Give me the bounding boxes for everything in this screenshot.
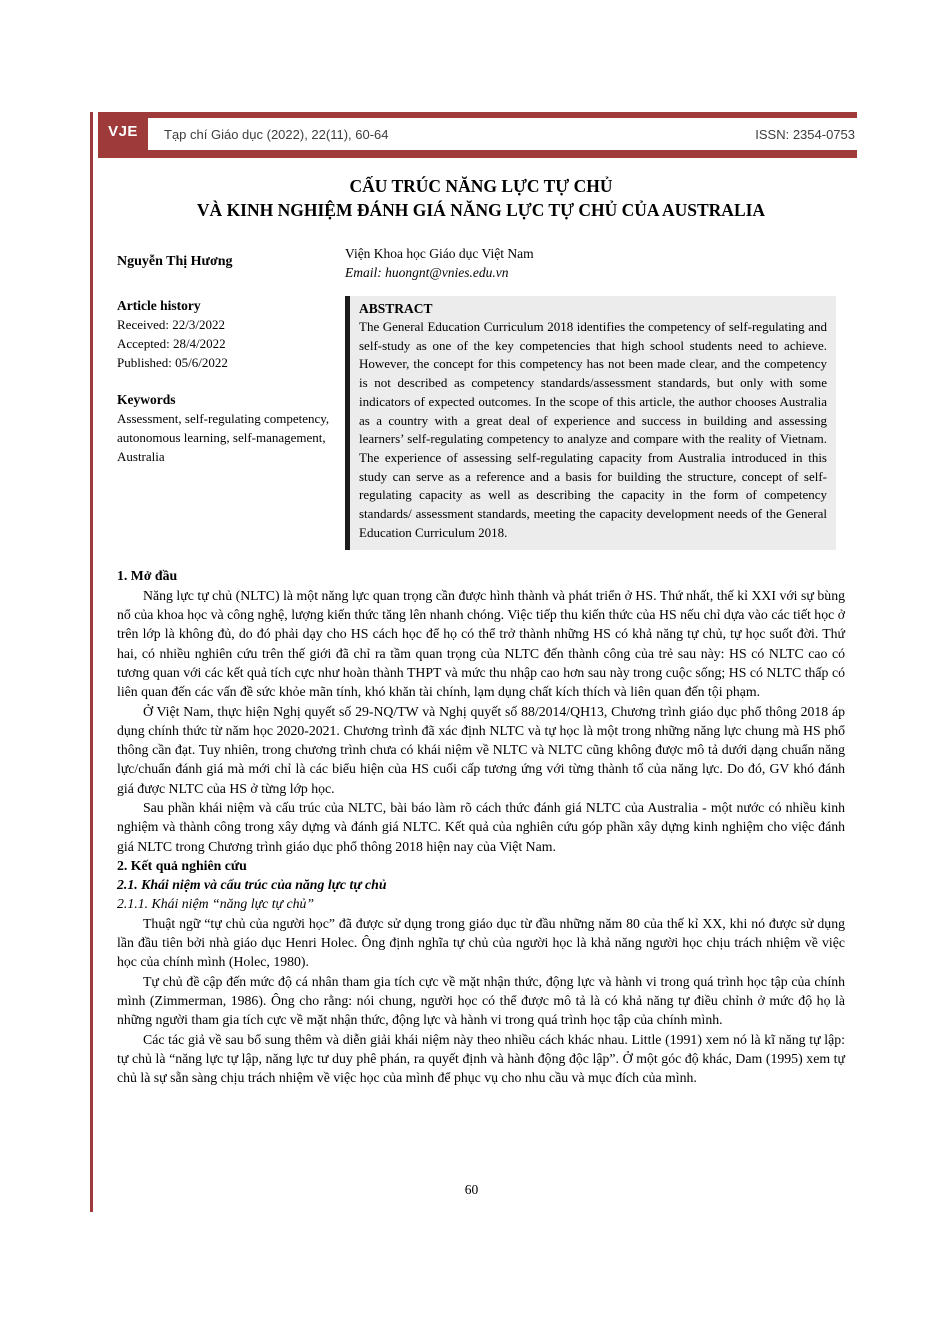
keywords-text: Assessment, self-regulating competency, autonomous learning, self-management, Australia [117,411,330,464]
info-abstract-row [117,296,845,550]
section-2-1-1-heading: 2.1.1. Khái niệm “năng lực tự chủ” [117,896,315,912]
article-title [117,174,845,222]
section-1-heading: 1. Mở đầu [117,568,178,584]
section-1-paragraph-2: Ở Việt Nam, thực hiện Nghị quyết số 29-NQ/TW và Nghị quyết số 88/2014/QH13, Chương trình giáo dục phổ thông 2018 áp dụng chính thức từ năm học 2020-2021. Chương trình đã xác định NLTC và tự học là một trong những năng lực chung mà HS phổ thông cần đạt. Tuy nhiên, trong chương trình chưa có khái niệm về NLTC và NLTC cũng không được mô tả dưới dạng chuẩn năng lực/chuẩn đánh giá mà mới chỉ là các biểu hiện của HS cuối cấp tương ứng với từng thành tố của năng lực. Do đó, GV khó đánh giá được NLTC của HS ở từng lớp học. [117,703,845,796]
issn-label: ISSN: 2354-0753 [755,126,855,142]
section-2-heading: 2. Kết quả nghiên cứu [117,857,247,873]
page-content [117,158,845,1087]
article-title-line2: VÀ KINH NGHIỆM ĐÁNH GIÁ NĂNG LỰC TỰ CHỦ CỦA AUSTRALIA [196,200,766,220]
received-date: Received: 22/3/2022 [117,317,225,332]
article-info-column [117,296,345,466]
keywords-heading: Keywords [117,392,176,407]
section-2-1-1-paragraph-3: Các tác giả về sau bổ sung thêm và diễn giải khái niệm này theo nhiều cách khác nhau. Little (1991) xem nó là kĩ năng tự lập: tự chủ là “năng lực tự lập, năng lực tư duy phê phán, ra quyết định và hành động độc lập”. Ở một góc độ khác, Dam (1995) xem tự chủ là sự sẵn sàng chịu trách nhiệm về việc học của mình để phục vụ cho nhu cầu và mục đích của mình. [117,1031,845,1086]
page-number: 60 [464,1182,479,1197]
section-2-1-1-paragraph-2: Tự chủ đề cập đến mức độ cá nhân tham gia tích cực về mặt nhận thức, động lực và hành vi trong quá trình học tập của chính mình (Zimmerman, 1986). Ông cho rằng: nói chung, người học có thể được mô tả là có khả năng tự điều chỉnh ở mức độ họ là những người tham gia tích cực về mặt nhận thức, động lực và hành vi trong quá trình học tập của chính mình. [117,973,845,1028]
vje-logo-text: VJE [108,122,138,140]
abstract-heading: ABSTRACT [359,301,433,316]
left-margin-rule [90,112,93,1212]
author-name: Nguyễn Thị Hương [117,254,233,269]
author-affiliation: Viện Khoa học Giáo dục Việt Nam [345,246,534,261]
abstract-box [345,296,836,550]
header-bottom-bar [98,150,857,158]
section-2-1-1-paragraph-1: Thuật ngữ “tự chủ của người học” đã được sử dụng trong giáo dục từ đầu những năm 80 của thế kỉ XX, khi nó được sử dụng lần đầu tiên bởi nhà giáo dục Henri Holec. Ông định nghĩa tự chủ của người học là khả năng người học chịu trách nhiệm về việc học của chính mình (Holec, 1980). [117,915,845,970]
author-block [117,244,845,282]
header-right [148,112,857,150]
article-history-heading: Article history [117,298,201,313]
journal-header [98,112,857,158]
article-title-line1: CẤU TRÚC NĂNG LỰC TỰ CHỦ [349,176,613,196]
article-body [117,566,845,1087]
accepted-date: Accepted: 28/4/2022 [117,336,226,351]
journal-citation: Tạp chí Giáo dục (2022), 22(11), 60-64 [164,126,389,142]
abstract-text: The General Education Curriculum 2018 identifies the competency of self-regulating and self-study as one of the key competencies that high school students need to achieve. However, the concept for this competency has not been made clear, and the competency is not described as competency standards/assessment standards, but only with some indicators of expected outcomes. In the scope of this article, the author chooses Australia as a country with a great deal of experience and success in building and assessing learners’ self-regulating competency to analyze and compare with the reality of Vietnam. The experience of assessing self-regulating capacity from Australia introduced in this study can serve as a reference and a basis for building the structure, concept of self-regulating capacity as well as describing the capacity in the form of competency standards/ assessment standards, meeting the capacity development needs of the General Education Curriculum 2018. [359,319,827,540]
published-date: Published: 05/6/2022 [117,355,228,370]
author-email: Email: huongnt@vnies.edu.vn [345,265,509,280]
vje-logo [98,112,148,150]
section-1-paragraph-3: Sau phần khái niệm và cấu trúc của NLTC, bài báo làm rõ cách thức đánh giá NLTC của Australia - một nước có nhiều kinh nghiệm và thành công trong xây dựng và đánh giá NLTC. Kết quả của nghiên cứu góp phần xây dựng kinh nghiệm cho việc đánh giá NLTC trong Chương trình giáo dục phổ thông 2018 hiện nay của Việt Nam. [117,800,845,854]
section-2-1-heading: 2.1. Khái niệm và cấu trúc của năng lực tự chủ [117,877,387,893]
section-1-paragraph-1: Năng lực tự chủ (NLTC) là một năng lực quan trọng cần được hình thành và phát triển ở HS. Thứ nhất, thế kỉ XXI với sự bùng nổ của khoa học và công nghệ, lượng kiến thức tăng lên nhanh chóng. Việc tiếp thu kiến thức của HS nếu chỉ dựa vào các tiết học ở trên lớp là không đủ, do đó phải dạy cho HS cách học để họ có thể trở thành những HS có khả năng tự chủ, tự học suốt đời. Thứ hai, có nhiều nghiên cứu trên thế giới đã chỉ ra tầm quan trọng của NLTC đến thành công của trẻ sau này: HS có NLTC cao có tương quan với các kết quả tích cực như hoàn thành THPT và mức thu nhập cao hơn sau này trong cuộc sống; HS có NLTC thấp có liên quan đến các vấn đề sức khỏe mãn tính, khó khăn tài chính, lạm dụng chất kích thích và liên quan đến tội phạm. [117,587,845,700]
